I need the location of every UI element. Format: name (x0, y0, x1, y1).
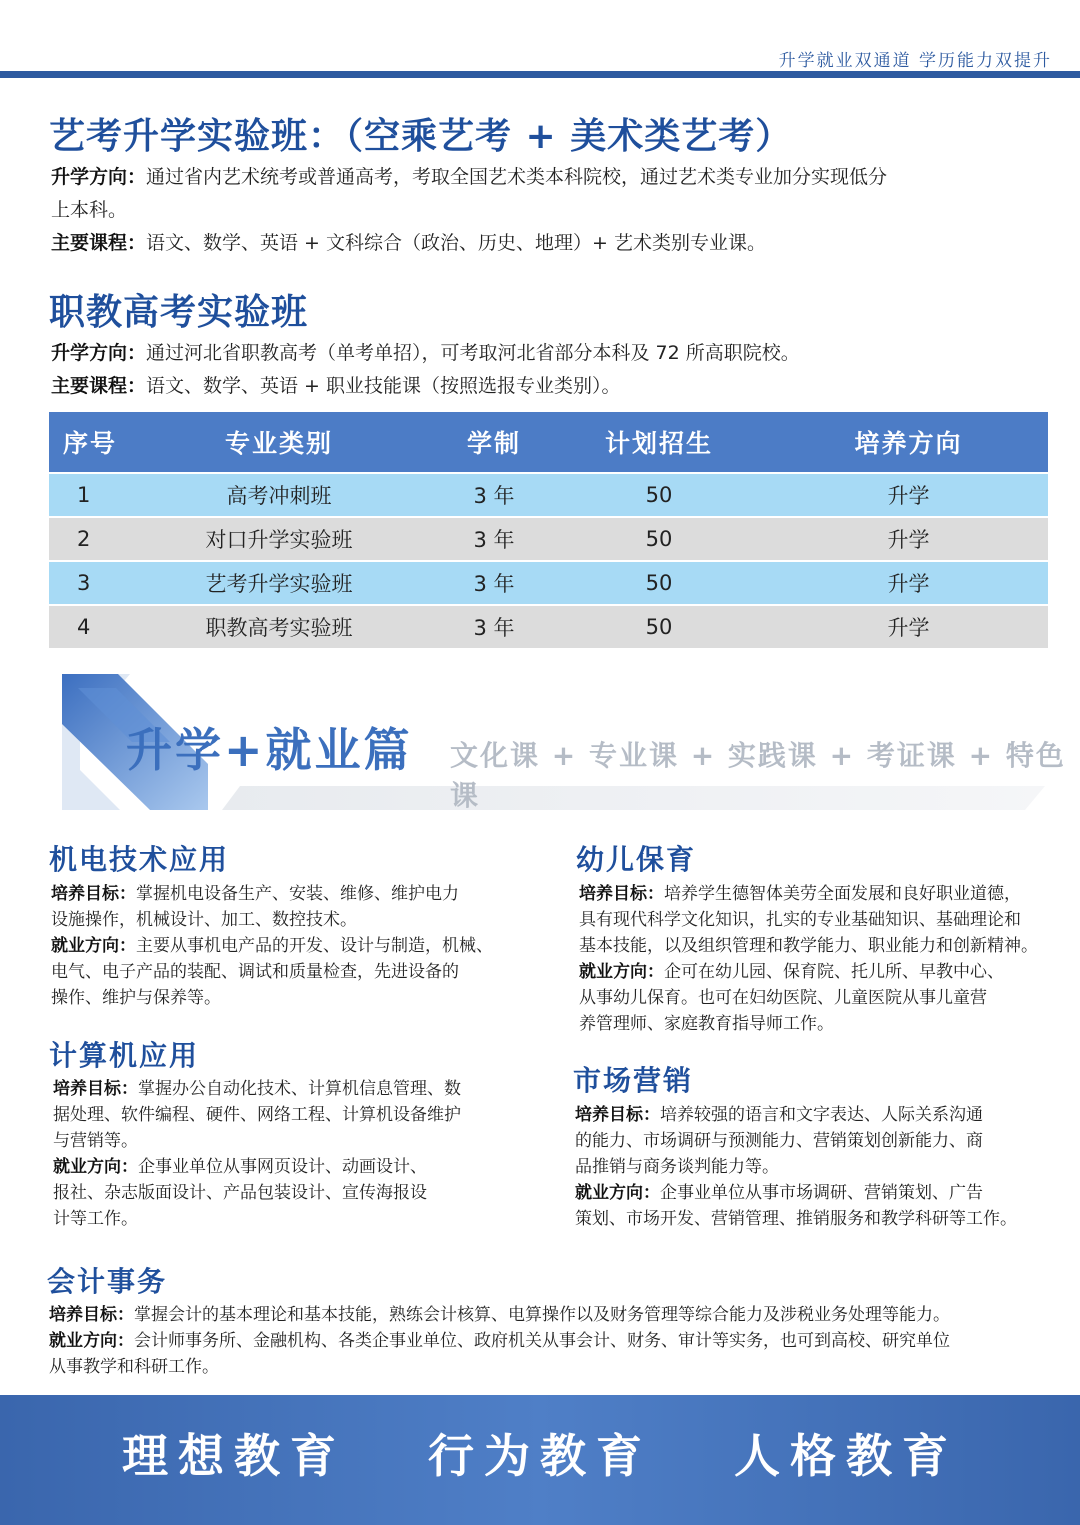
label: 培养目标： (575, 1105, 660, 1125)
text: 通过河北省职教高考（单考单招），可考取河北省部分本科及 72 所高职院校。 (146, 342, 800, 364)
cell: 3 年 (473, 616, 515, 640)
job-line: 从事幼儿保育。也可在妇幼医院、儿童医院从事儿童营 (579, 988, 987, 1008)
header-cell: 培养方向 (854, 429, 963, 458)
voc-class-courses (51, 370, 621, 403)
label: 升学方向： (51, 166, 147, 188)
table-row (49, 472, 1048, 516)
major-child-title: 幼儿保育 (576, 843, 697, 876)
cell: 升学 (887, 484, 930, 508)
goal-line: 具有现代科学文化知识，扎实的专业基础知识、基础理论和 (579, 910, 1021, 930)
table-header (49, 412, 1048, 472)
header-cell: 序号 (63, 429, 118, 458)
text: 掌握会计的基本理论和基本技能，熟练会计核算、电算操作以及财务管理等综合能力及涉税业务处理等能力。 (134, 1305, 950, 1325)
cell: 3 (77, 571, 91, 595)
table-row (49, 560, 1048, 604)
text: 语文、数学、英语 + 文科综合（政治、历史、地理）+ 艺术类别专业课。 (146, 232, 766, 254)
art-class-direction-cont: 上本科。 (51, 199, 128, 221)
header-cell: 专业类别 (224, 429, 333, 458)
goal-line: 设施操作，机械设计、加工、数控技术。 (51, 910, 357, 930)
goal-line: 品推销与商务谈判能力等。 (575, 1157, 779, 1177)
major-computer-body (53, 1076, 523, 1232)
footer-slogan: 行为教育 (428, 1429, 652, 1483)
cell: 3 年 (473, 484, 515, 508)
goal-line (51, 881, 521, 907)
cell: 50 (645, 483, 673, 507)
major-computer-title: 计算机应用 (49, 1039, 200, 1072)
banner-title: 升学+就业篇 (126, 723, 413, 777)
job-line: 计等工作。 (53, 1209, 138, 1229)
top-slogan: 升学就业双通道 学历能力双提升 (778, 51, 1052, 71)
goal-line (53, 1076, 523, 1102)
major-account-body (49, 1302, 1059, 1380)
cell: 4 (77, 615, 91, 639)
banner-subtitle: 文化课 + 专业课 + 实践课 + 考证课 + 特色课 (450, 739, 1066, 812)
job-line (49, 1328, 1059, 1354)
major-mech-body (51, 881, 521, 1011)
text: 语文、数学、英语 + 职业技能课（按照选报专业类别）。 (146, 375, 621, 397)
table-row (49, 604, 1048, 648)
cell: 1 (77, 483, 91, 507)
label: 就业方向： (575, 1183, 660, 1203)
cell: 3 年 (473, 528, 515, 552)
major-child-body (579, 881, 1059, 1037)
cell: 50 (645, 615, 673, 639)
goal-line (575, 1102, 1055, 1128)
text: 会计师事务所、金融机构、各类企事业单位、政府机关从事会计、财务、审计等实务，也可到高校、研究单位 (134, 1331, 950, 1351)
job-line: 从事教学和科研工作。 (49, 1357, 219, 1377)
major-mech-title: 机电技术应用 (49, 843, 230, 876)
cell: 升学 (887, 528, 930, 552)
voc-class-title: 职教高考实验班 (49, 292, 309, 333)
label: 就业方向： (51, 936, 136, 956)
label: 培养目标： (53, 1079, 138, 1099)
goal-line: 据处理、软件编程、硬件、网络工程、计算机设备维护 (53, 1105, 461, 1125)
text: 通过省内艺术统考或普通高考，考取全国艺术类本科院校，通过艺术类专业加分实现低分 (146, 166, 888, 188)
text: 企可在幼儿园、保育院、托儿所、早教中心、 (664, 962, 1004, 982)
header-cell: 计划招生 (604, 429, 713, 458)
job-line: 操作、维护与保养等。 (51, 988, 221, 1008)
cell: 3 年 (473, 572, 515, 596)
goal-line: 与营销等。 (53, 1131, 138, 1151)
label: 培养目标： (579, 884, 664, 904)
cell: 50 (645, 527, 673, 551)
job-line: 电气、电子产品的装配、调试和质量检查，先进设备的 (51, 962, 459, 982)
job-line: 养管理师、家庭教育指导师工作。 (579, 1014, 834, 1034)
footer-slogans (0, 1420, 1080, 1486)
job-line: 策划、市场开发、营销管理、推销服务和教学科研等工作。 (575, 1209, 1017, 1229)
text: 培养较强的语言和文字表达、人际关系沟通 (660, 1105, 983, 1125)
label: 培养目标： (51, 884, 136, 904)
cell: 50 (645, 571, 673, 595)
art-class-direction (51, 161, 887, 194)
cell: 升学 (887, 572, 930, 596)
major-market-title: 市场营销 (573, 1064, 694, 1097)
label: 升学方向： (51, 342, 147, 364)
job-line (53, 1154, 523, 1180)
major-account-title: 会计事务 (47, 1265, 168, 1298)
table-row (49, 516, 1048, 560)
job-line (51, 933, 521, 959)
label: 就业方向： (53, 1157, 138, 1177)
label: 就业方向： (49, 1331, 134, 1351)
header-cell: 学制 (466, 429, 521, 458)
goal-line: 的能力、市场调研与预测能力、营销策划创新能力、商 (575, 1131, 983, 1151)
footer-slogan: 人格教育 (734, 1429, 959, 1483)
label: 就业方向： (579, 962, 664, 982)
goal-line (49, 1302, 1059, 1328)
goal-line (579, 881, 1059, 907)
art-class-courses (51, 227, 766, 260)
label: 主要课程： (51, 232, 147, 254)
goal-line: 基本技能，以及组织管理和教学能力、职业能力和创新精神。 (579, 936, 1038, 956)
text: 掌握办公自动化技术、计算机信息管理、数 (138, 1079, 461, 1099)
text: 培养学生德智体美劳全面发展和良好职业道德， (664, 884, 1021, 904)
enrollment-table (49, 412, 1048, 648)
major-market-body (575, 1102, 1055, 1232)
voc-class-direction (51, 337, 800, 370)
cell: 升学 (887, 616, 930, 640)
label: 培养目标： (49, 1305, 134, 1325)
cell: 艺考升学实验班 (205, 572, 353, 596)
cell: 对口升学实验班 (205, 528, 353, 552)
label: 主要课程： (51, 375, 147, 397)
job-line: 报社、杂志版面设计、产品包装设计、宣传海报设 (53, 1183, 427, 1203)
cell: 2 (77, 527, 91, 551)
cell: 高考冲刺班 (226, 484, 332, 508)
text: 主要从事机电产品的开发、设计与制造，机械、 (136, 936, 493, 956)
text: 企事业单位从事市场调研、营销策划、广告 (660, 1183, 983, 1203)
text: 企事业单位从事网页设计、动画设计、 (138, 1157, 427, 1177)
art-class-title: 艺考升学实验班：（空乘艺考 + 美术类艺考） (49, 116, 793, 157)
footer-slogan: 理想教育 (121, 1429, 346, 1483)
job-line (575, 1180, 1055, 1206)
cell: 职教高考实验班 (205, 616, 353, 640)
text: 掌握机电设备生产、安装、维修、维护电力 (136, 884, 459, 904)
job-line (579, 959, 1059, 985)
top-bar (0, 71, 1080, 78)
